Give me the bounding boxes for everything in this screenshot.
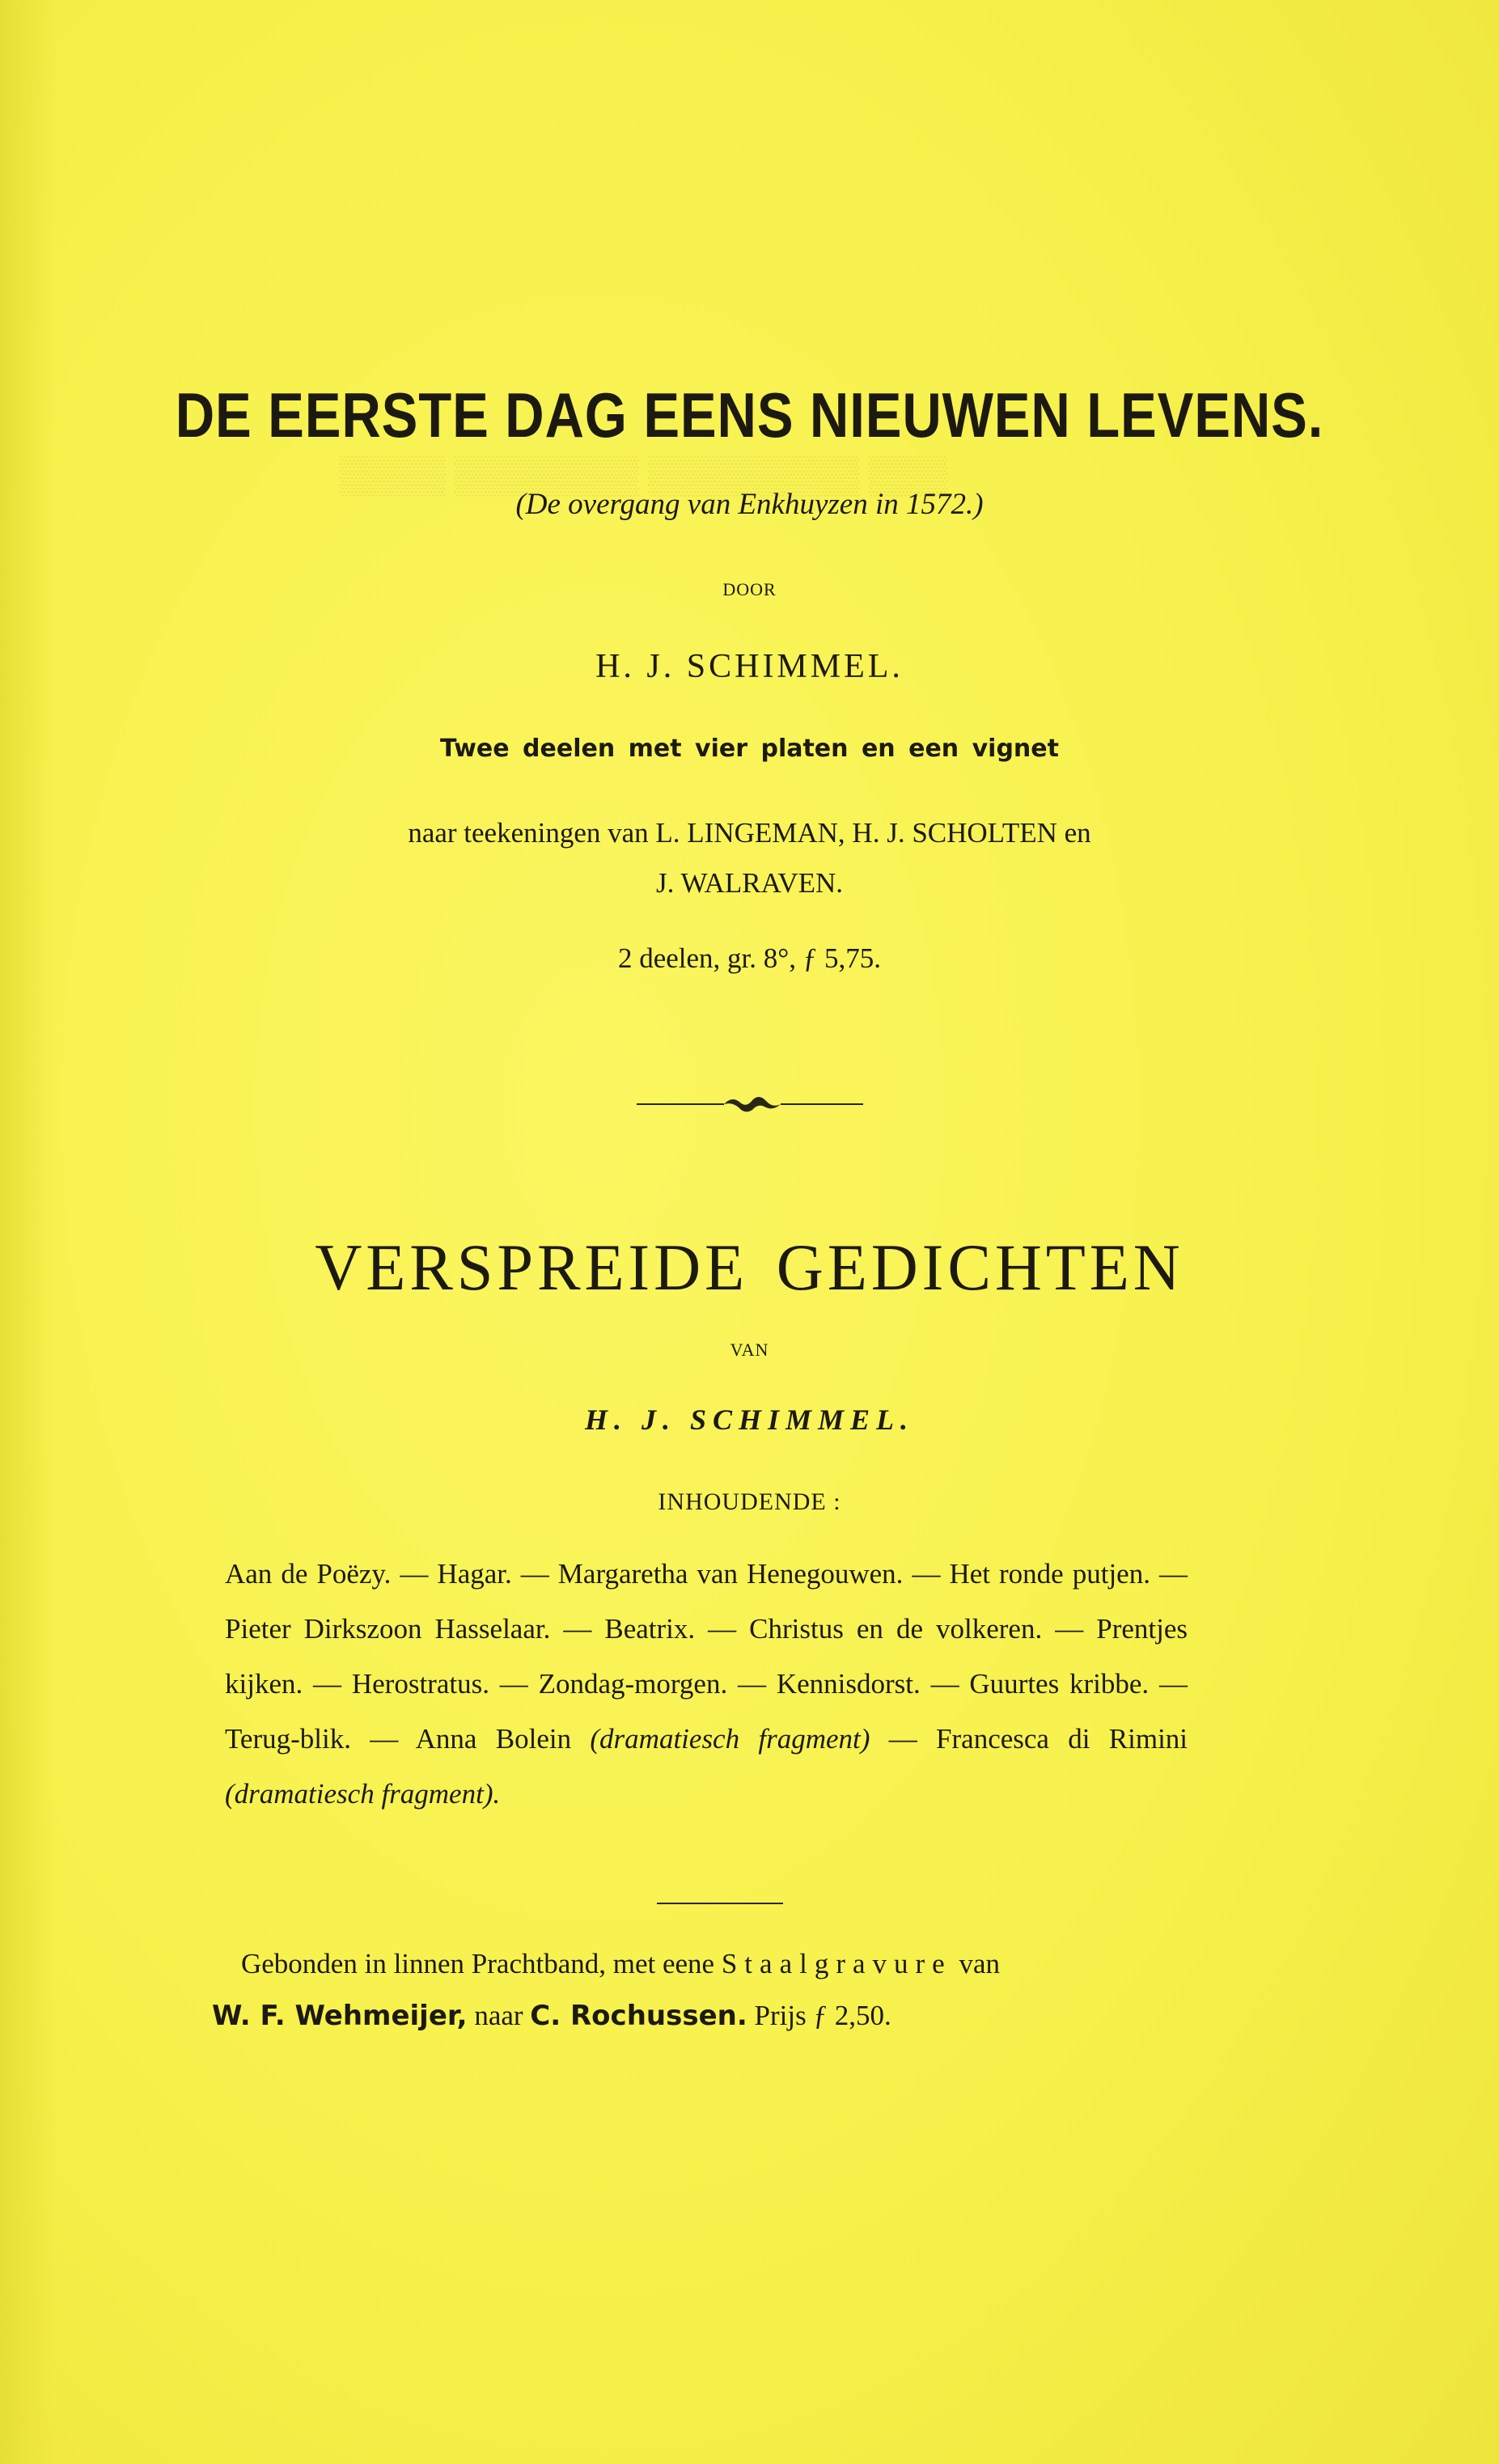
show-through-bleed: ▒▒▒ ▒▒▒▒▒▒▒▒ ▒▒▒▒▒▒▒ ▒▒▒▒ [340, 454, 948, 495]
binding-text: Gebonden in linnen Prachtband, met eene [241, 1948, 715, 1979]
contents-italic-1: (dramatiesch fragment) [590, 1723, 870, 1755]
binding-artist: C. Rochussen. [530, 2000, 747, 2032]
contents-text: Aan de Poëzy. — Hagar. — Margaretha van Henegouwen. — Het ronde putjen. — Pieter Dirkszoon Hasselaar. — Beatrix. — Christus en de volkeren. — Prentjes kijken. — Herostratus. — Zondag-morgen. — Kennisdorst. — Guurtes kribbe. — Terug-blik. — Anna Bolein [225, 1558, 1188, 1755]
contents-italic-2: (dramatiesch fragment). [225, 1778, 501, 1810]
binding-price: Prijs ƒ 2,50. [754, 2000, 891, 2031]
binding-line-1 [241, 1948, 1188, 1980]
binding-staalgravure: Staalgravure [721, 1948, 952, 1979]
book-1-parts: Twee deelen met vier platen en een vignet [440, 735, 1059, 763]
book-1-price: 2 deelen, gr. 8°, ƒ 5,75. [617, 942, 882, 974]
book-2-author: H. J. SCHIMMEL. [584, 1403, 915, 1436]
binding-van: van [959, 1948, 1001, 1979]
binding-line-2 [212, 2000, 1183, 2032]
short-rule [657, 1903, 783, 1904]
book-1-title: DE EERSTE DAG EENS NIEUWEN LEVENS. [175, 379, 1324, 451]
book-2-title: VERSPREIDE GEDICHTEN [315, 1230, 1184, 1304]
book-1-illustrators-line-1: naar teekeningen van L. LINGEMAN, H. J. SCHOLTEN en [408, 817, 1091, 849]
van-label: VAN [730, 1340, 769, 1360]
contents-heading: INHOUDENDE : [658, 1488, 841, 1515]
divider-ornament [0, 1092, 1499, 1120]
binding-naar: naar [474, 2000, 523, 2031]
by-label: DOOR [722, 579, 777, 599]
contents-list [225, 1547, 1188, 1822]
binding-engraver: W. F. Wehmeijer, [212, 2000, 468, 2032]
book-1-author: H. J. SCHIMMEL. [595, 648, 904, 685]
contents-separator: — Francesca di Rimini [870, 1723, 1188, 1755]
book-1-subtitle: (De overgang van Enkhuyzen in 1572.) [515, 488, 984, 521]
book-1-illustrators-line-2: J. WALRAVEN. [655, 867, 844, 899]
